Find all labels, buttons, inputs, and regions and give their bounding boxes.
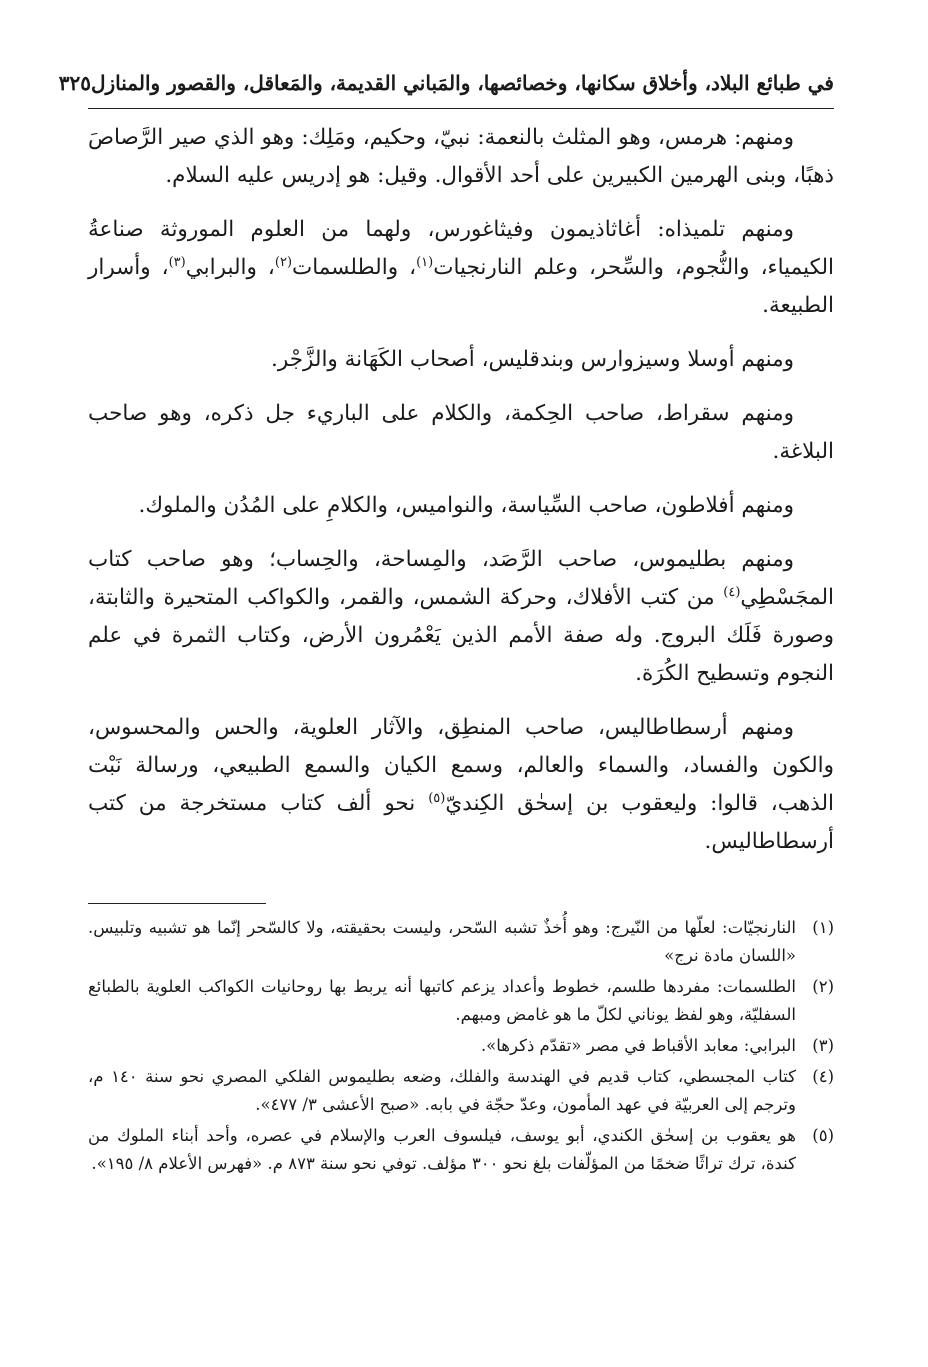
paragraph-text: ومنهم سقراط، صاحب الحِكمة، والكلام على الباريء جل ذكره، وهو صاحب البلاغة. bbox=[88, 401, 834, 464]
running-header bbox=[58, 66, 834, 106]
footnote bbox=[88, 1032, 834, 1060]
footnote bbox=[88, 914, 834, 970]
paragraph-text: ، والطلسمات bbox=[292, 255, 417, 280]
footnote-rule bbox=[88, 903, 266, 904]
paragraph-socrates bbox=[88, 395, 834, 471]
running-title: في طبائع البلاد، وأخلاق سكانها، وخصائصها، والمَباني القديمة، والمَعاقل، والقصور والمنازل bbox=[90, 71, 834, 95]
paragraph-ptolemy bbox=[88, 541, 834, 693]
body-text bbox=[88, 119, 834, 861]
footnote-marker[interactable]: (٢) bbox=[274, 254, 293, 270]
footnote bbox=[88, 1063, 834, 1119]
footnote-marker[interactable]: (٥) bbox=[428, 790, 446, 806]
paragraph-empedocles bbox=[88, 341, 834, 379]
paragraph-plato bbox=[88, 487, 834, 525]
paragraph-text: ، والبرابي bbox=[185, 255, 275, 280]
footnote-number: (٣) bbox=[812, 1036, 834, 1055]
footnote-marker[interactable]: (١) bbox=[416, 254, 434, 270]
page-number: ٣٢٥ bbox=[58, 71, 91, 95]
paragraph-text: ومنهم: هرمس، وهو المثلث بالنعمة: نبيّ، وحكيم، ومَلِك: وهو الذي صير الرَّصاصَ ذهبًا، وبنى الهرمين الكبيرين على أحد الأقوال. وقيل: هو إدريس عليه السلام. bbox=[88, 125, 834, 188]
footnote-text: كتاب المجسطي، كتاب قديم في الهندسة والفلك، وضعه بطليموس الفلكي المصري نحو سنة ١٤٠ م، وترجم إلى العربيّة في عهد المأمون، وعدّ حجّة في بابه. «صبح الأعشى ٣/ ٤٧٧». bbox=[88, 1067, 796, 1114]
footnote-marker[interactable]: (٤) bbox=[723, 584, 741, 600]
footnote-text: هو يعقوب بن إسحٰق الكندي، أبو يوسف، فيلسوف العرب والإسلام في عصره، وأحد أبناء الملوك من كندة، ترك تراثًا ضخمًا من المؤلّفات بلغ نحو ٣٠٠ مؤلف. توفي نحو سنة ٨٧٣ م. «فهرس الأعلام ٨/ ١٩٥». bbox=[88, 1126, 796, 1173]
footnote-text: الطلسمات: مفردها طلسم، خطوط وأعداد يزعم كاتبها أنه يربط بها روحانيات الكواكب العلوية بالطبائع السفليّة، وهو لفظ يوناني لكلّ ما هو غامض ومبهم. bbox=[88, 977, 796, 1024]
footnote bbox=[88, 1122, 834, 1178]
paragraph-students bbox=[88, 211, 834, 325]
footnote-separator bbox=[88, 903, 834, 904]
footnote-number: (٤) bbox=[812, 1067, 834, 1086]
footnote bbox=[88, 973, 834, 1029]
footnote-marker[interactable]: (٣) bbox=[168, 254, 186, 270]
paragraph-text: نحو ألف كتاب مستخرجة من كتب أرسطاطاليس. bbox=[88, 791, 834, 854]
paragraph-hermes bbox=[88, 119, 834, 195]
paragraph-text: ومنهم تلميذاه: أغاثاذيمون وفيثاغورس، ولهما من العلوم الموروثة صناعةُ الكيمياء، والنُّجوم، والسِّحر، وعلم النارنجيات bbox=[88, 217, 834, 280]
paragraph-text: ومنهم أوسلا وسيزوارس وبندقليس، أصحاب الكَهَانة والزَّجْر. bbox=[271, 347, 794, 372]
footnote-text: البرابي: معابد الأقباط في مصر «تقدّم ذكرها». bbox=[480, 1036, 796, 1055]
footnotes bbox=[88, 914, 834, 1178]
paragraph-aristotle bbox=[88, 709, 834, 861]
paragraph-text: ومنهم أرسطاطاليس، صاحب المنطِق، والآثار العلوية، والحس والمحسوس، والكون والفساد، والسماء والعالم، وسمع الكيان والسمع الطبيعي، ورسالة نَبْت الذهب، قالوا: وليعقوب بن إسحٰق الكِنديّ bbox=[88, 715, 834, 816]
paragraph-text: ، وأسرار الطبيعة. bbox=[88, 255, 834, 318]
paragraph-text: ومنهم أفلاطون، صاحب السِّياسة، والنواميس، والكلامِ على المُدُن والملوك. bbox=[138, 493, 794, 518]
paragraph-text: ومنهم بطليموس، صاحب الرَّصَد، والمِساحة، والحِساب؛ وهو صاحب كتاب المجَسْطِي bbox=[88, 547, 834, 610]
page bbox=[58, 66, 834, 1181]
header-rule bbox=[88, 108, 834, 109]
footnote-number: (٥) bbox=[812, 1126, 834, 1145]
footnote-number: (٢) bbox=[812, 977, 834, 996]
footnote-text: النارنجيّات: لعلّها من النّيرج: وهو أُخذٌ تشبه السّحر، وليست بحقيقته، ولا كالسّحر إنّما هو تشبيه وتلبيس. «اللسان مادة نرج» bbox=[88, 918, 796, 965]
paragraph-text: من كتب الأفلاك، وحركة الشمس، والقمر، والكواكب المتحيرة والثابتة، وصورة فَلَك البروج. وله صفة الأمم الذين يَعْمُرون الأرض، وكتاب الثمرة في علم النجوم وتسطيح الكُرَة. bbox=[88, 585, 834, 686]
footnote-number: (١) bbox=[812, 918, 834, 937]
